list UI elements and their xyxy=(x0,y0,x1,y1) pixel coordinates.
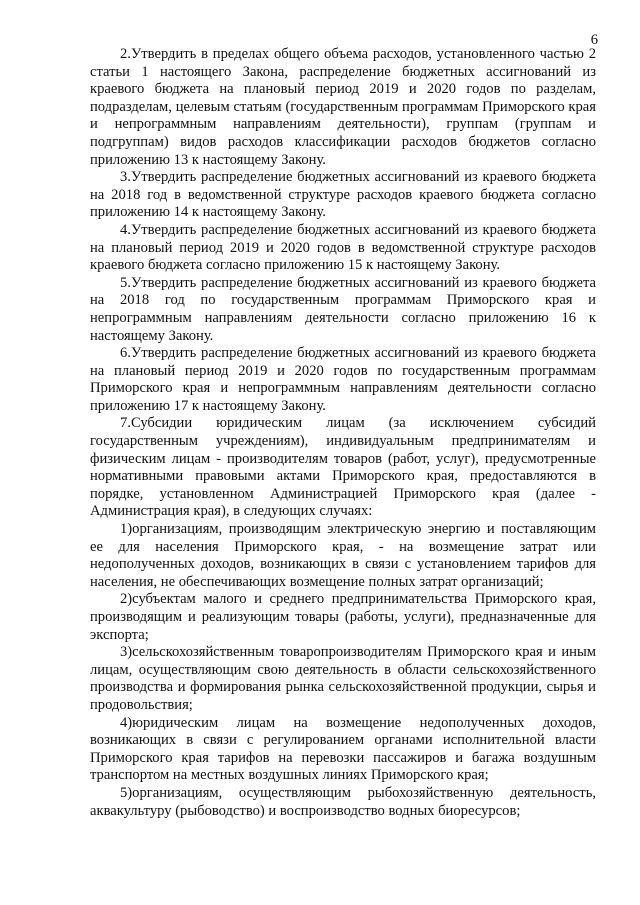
list-item-4: 4)юридическим лицам на возмещение недополученных доходов, возникающих в связи с регулированием органами исполнительной власти Приморского края тарифов на перевозки пассажиров и багажа воздушным транспортом на местных воздушных линиях Приморского края; xyxy=(90,714,596,784)
list-item-1: 1)организациям, производящим электрическую энергию и поставляющим ее для населения Приморского края, - на возмещение затрат или недополученных доходов, возникающих в связи с установлением тарифов для населения, не обеспечивающих возмещение полных затрат организаций; xyxy=(90,521,596,590)
paragraph-4: 4.Утвердить распределение бюджетных ассигнований из краевого бюджета на плановый период 2019 и 2020 годов в ведомственной структуре расходов краевого бюджета согласно приложению 15 к настоящему Закону. xyxy=(90,221,596,274)
paragraph-6: 6.Утвердить распределение бюджетных ассигнований из краевого бюджета на плановый период 2019 и 2020 годов по государственным программам Приморского края и непрограммным направлениям деятельности согласно приложению 17 к настоящему Закону. xyxy=(90,345,596,414)
paragraph-3: 3.Утвердить распределение бюджетных ассигнований из краевого бюджета на 2018 год в ведомственной структуре расходов краевого бюджета согласно приложению 14 к настоящему Закону. xyxy=(90,169,596,221)
document-body xyxy=(90,46,596,820)
list-item-2: 2)субъектам малого и среднего предпринимательства Приморского края, производящим и реализующим товары (работы, услуги), предназначенные для экспорта; xyxy=(90,591,596,643)
paragraph-5: 5.Утвердить распределение бюджетных ассигнований из краевого бюджета на 2018 год по государственным программам Приморского края и непрограммным направлениям деятельности согласно приложению 16 к настоящему Закону. xyxy=(90,274,596,344)
list-item-5: 5)организациям, осуществляющим рыбохозяйственную деятельность, аквакультуру (рыбоводство) и воспроизводство водных биоресурсов; xyxy=(90,784,596,819)
list-item-3: 3)сельскохозяйственным товаропроизводителям Приморского края и иным лицам, осуществляющим свою деятельность в области сельскохозяйственного производства и формирования рынка сельскохозяйственной продукции, сырья и продовольствия; xyxy=(90,644,596,713)
paragraph-2: 2.Утвердить в пределах общего объема расходов, установленного частью 2 статьи 1 настоящего Закона, распределение бюджетных ассигнований из краевого бюджета на плановый период 2019 и 2020 годов по разделам, подразделам, целевым статьям (государственным программам Приморского края и непрограммным направлениям деятельности), группам (группам и подгруппам) видов расходов классификации расходов бюджетов согласно приложению 13 к настоящему Закону. xyxy=(90,46,596,168)
paragraph-7: 7.Субсидии юридическим лицам (за исключением субсидий государственным учреждениям), индивидуальным предпринимателям и физическим лицам - производителям товаров (работ, услуг), предусмотренные нормативными правовыми актами Приморского края, предоставляются в порядке, установленном Администрацией Приморского края (далее - Администрация края), в следующих случаях: xyxy=(90,415,596,520)
page-number: 6 xyxy=(590,32,598,48)
